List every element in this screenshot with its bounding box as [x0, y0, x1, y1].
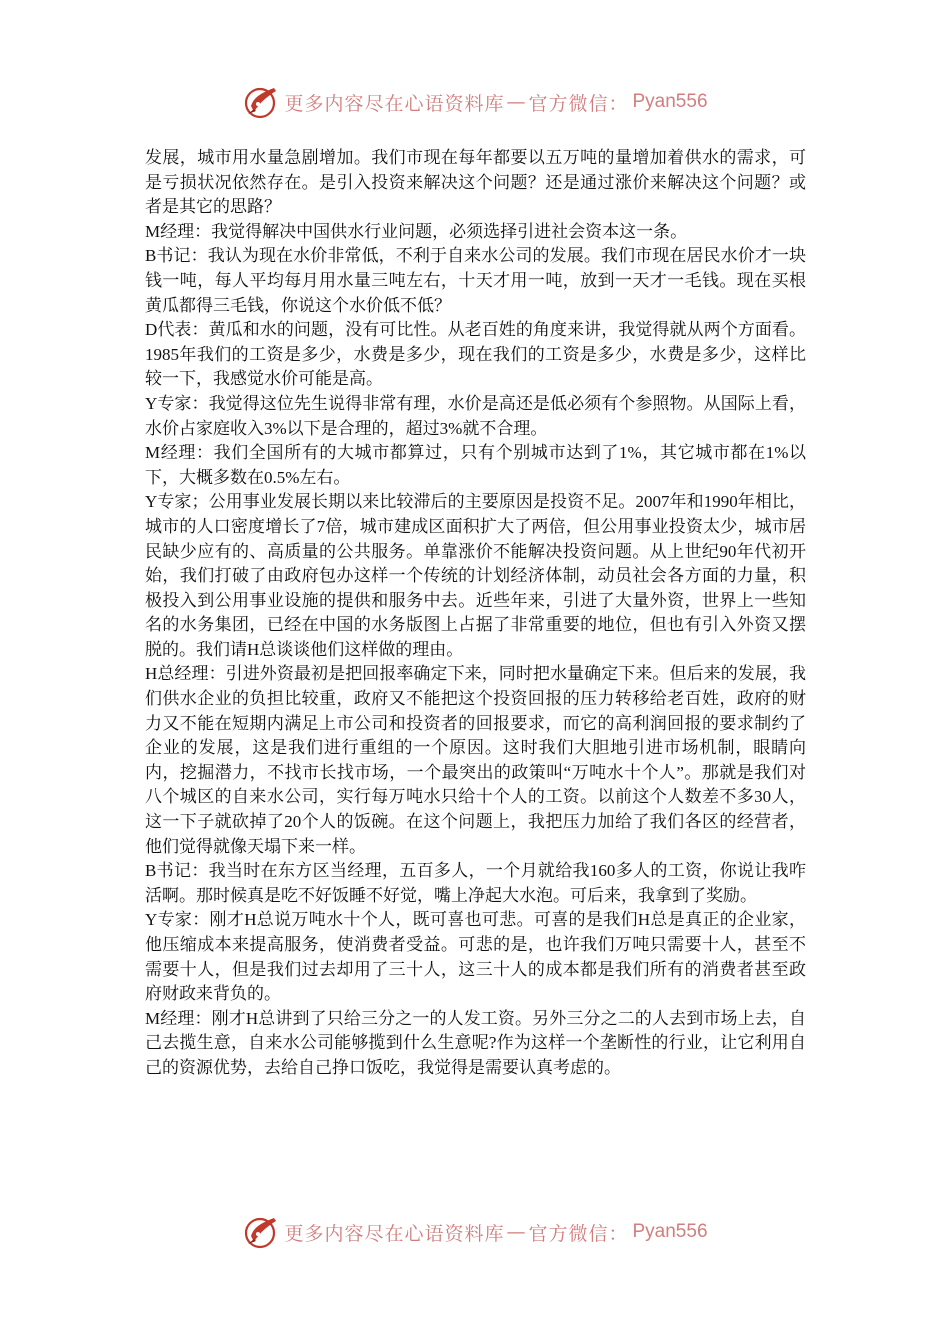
paragraph: 发展，城市用水量急剧增加。我们市现在每年都要以五万吨的量增加着供水的需求，可是亏损状况依然存在。是引入投资来解决这个问题？还是通过涨价来解决这个问题？或者是其它的思路？	[145, 148, 806, 217]
footer-wechat-id: Pyan556	[632, 1221, 708, 1242]
paragraph: M经理：我们全国所有的大城市都算过，只有个别城市达到了1%，其它城市都在1%以下，大概多数在0.5%左右。	[145, 443, 806, 487]
paragraph: Y专家：我觉得这位先生说得非常有理，水价是高还是低必须有个参照物。从国际上看，水价占家庭收入3%以下是合理的，超过3%就不合理。	[145, 393, 806, 438]
header-wechat-id: Pyan556	[632, 91, 708, 112]
paragraph: B书记：我当时在东方区当经理，五百多人，一个月就给我160多人的工资，你说让我咋活啊。那时候真是吃不好饭睡不好觉，嘴上净起大水泡。可后来，我拿到了奖励。	[145, 861, 806, 905]
paragraph: D代表：黄瓜和水的问题，没有可比性。从老百姓的角度来讲，我觉得就从两个方面看。1985年我们的工资是多少，水费是多少，现在我们的工资是多少，水费是多少，这样比较一下，我感觉水价可能是高。	[145, 320, 806, 389]
footer-brand: 更多内容尽在心语资料库	[284, 1222, 505, 1245]
paragraph: Y专家：刚才H总说万吨水十个人，既可喜也可悲。可喜的是我们H总是真正的企业家，他压缩成本来提高服务，使消费者受益。可悲的是，也许我们万吨只需要十人，甚至不需要十人，但是我们过去却用了三十人，这三十人的成本都是我们所有的消费者甚至政府财政来背负的。	[145, 910, 806, 1004]
paragraph: B书记：我认为现在水价非常低，不利于自来水公司的发展。我们市现在居民水价才一块钱一吨，每人平均每月用水量三吨左右，十天才用一吨，放到一天才一毛钱。现在买根黄瓜都得三毛钱，你说这个水价低不低？	[145, 246, 806, 315]
header-brand: 更多内容尽在心语资料库	[284, 92, 505, 115]
footer-banner	[0, 1212, 950, 1252]
paragraph: M经理：我觉得解决中国供水行业问题，必须选择引进社会资本这一条。	[145, 221, 688, 241]
pen-circle-icon	[242, 1212, 282, 1252]
header-dash: —	[506, 91, 527, 113]
paragraph: H总经理：引进外资最初是把回报率确定下来，同时把水量确定下来。但后来的发展，我们供水企业的负担比较重，政府又不能把这个投资回报的压力转移给老百姓，政府的财力又不能在短期内满足上市公司和投资者的回报要求，而它的高利润回报的要求制约了企业的发展，这是我们进行重组的一个原因。这时我们大胆地引进市场机制，眼睛向内，挖掘潜力，不找市长找市场，一个最突出的政策叫“万吨水十个人”。那就是我们对八个城区的自来水公司，实行每万吨水只给十个人的工资。以前这个人数差不多30人，这一下子就砍掉了20个人的饭碗。在这个问题上，我把压力加给了我们各区的经营者，他们觉得就像天塌下来一样。	[145, 664, 806, 856]
header-banner	[0, 82, 950, 122]
body-text	[145, 146, 806, 1081]
paragraph: Y专家；公用事业发展长期以来比较滞后的主要原因是投资不足。2007年和1990年相比，城市的人口密度增长了7倍，城市建成区面积扩大了两倍，但公用事业投资太少，城市居民缺少应有的、高质量的公共服务。单靠涨价不能解决投资问题。从上世纪90年代初开始，我们打破了由政府包办这样一个传统的计划经济体制，动员社会各方面的力量，积极投入到公用事业设施的提供和服务中去。近些年来，引进了大量外资，世界上一些知名的水务集团，已经在中国的水务版图上占据了非常重要的地位，但也有引入外资又摆脱的。我们请H总谈谈他们这样做的理由。	[145, 492, 806, 659]
header-wechat-label: 官方微信：	[528, 92, 629, 115]
footer-wechat-label: 官方微信：	[528, 1222, 629, 1245]
paragraph: M经理：刚才H总讲到了只给三分之一的人发工资。另外三分之二的人去到市场上去，自己去揽生意，自来水公司能够揽到什么生意呢?作为这样一个垄断性的行业，让它利用自己的资源优势，去给自己挣口饭吃，我觉得是需要认真考虑的。	[145, 1008, 806, 1077]
footer-dash: —	[506, 1221, 527, 1243]
pen-circle-icon	[242, 82, 282, 122]
